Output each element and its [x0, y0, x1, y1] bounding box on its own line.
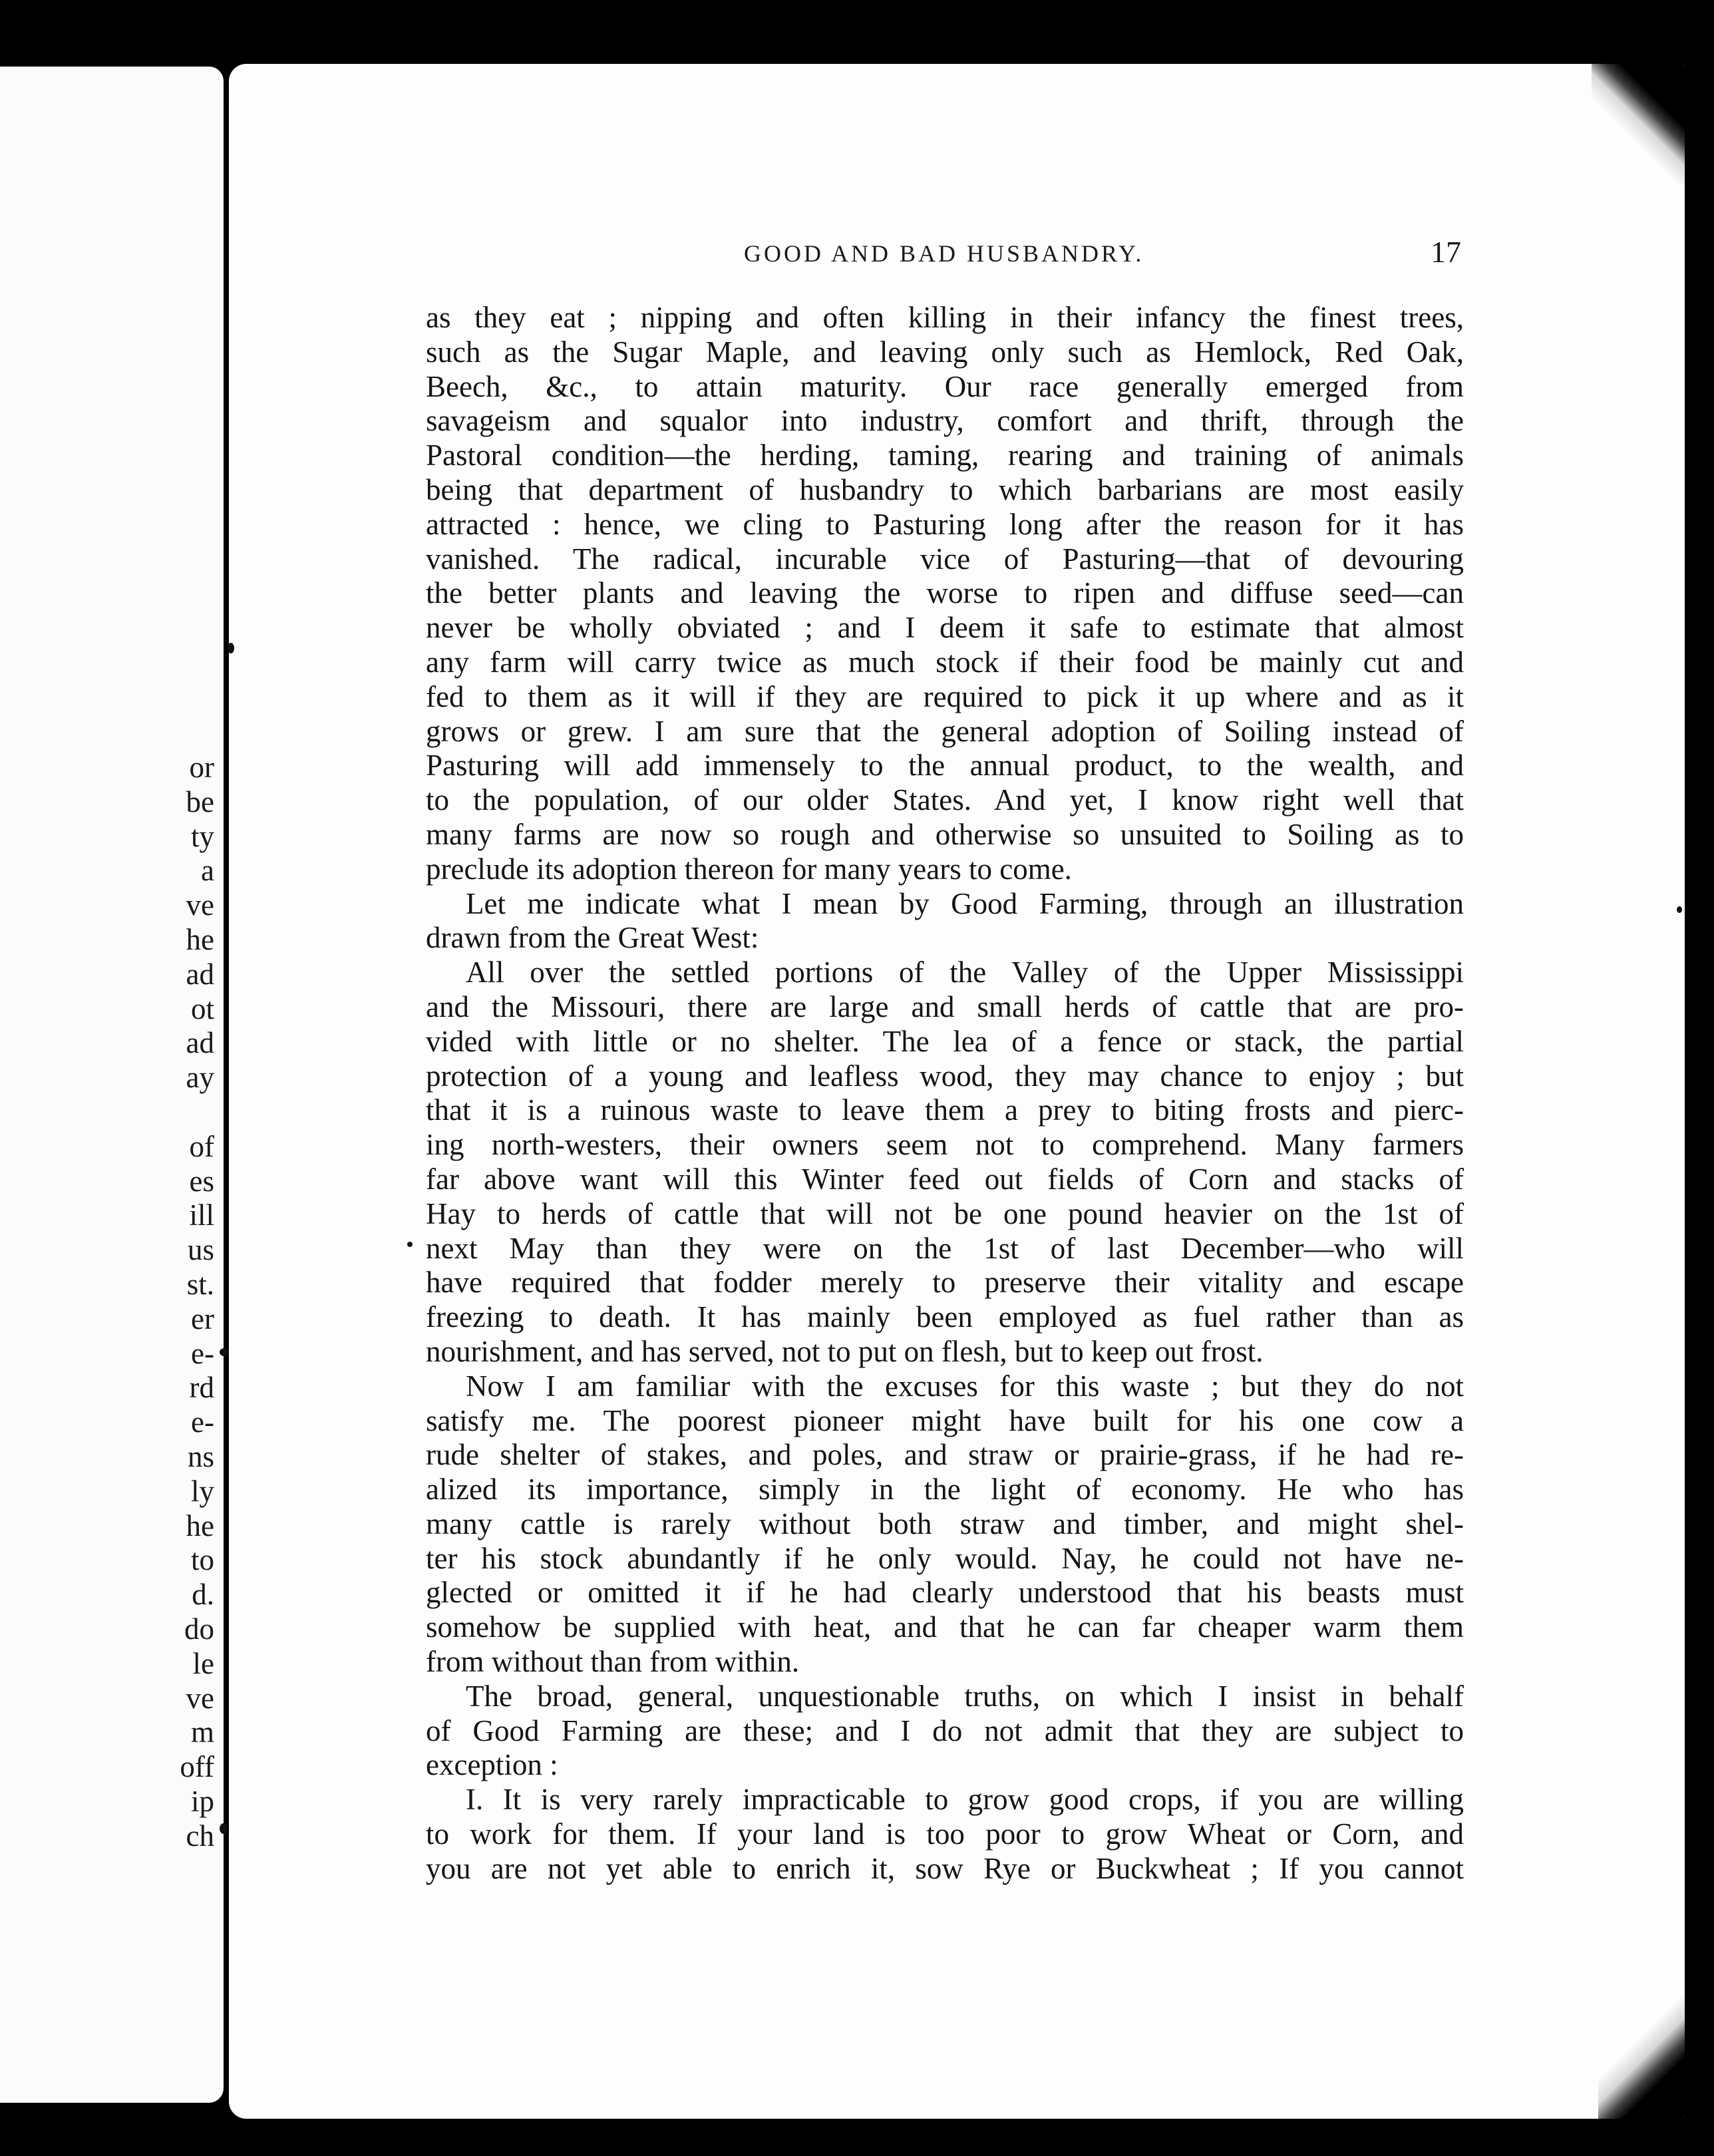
text-line: satisfy me. The poorest pioneer might have built for his one cow a [426, 1403, 1464, 1437]
left-page-fragment: ve [186, 1681, 214, 1715]
text-line: and the Missouri, there are large and small herds of cattle that are pro- [426, 989, 1464, 1023]
text-line: vanished. The radical, incurable vice of Pasturing—that of devouring [426, 542, 1464, 576]
facing-left-page [0, 67, 224, 2103]
margin-ink-mark [407, 1242, 413, 1247]
text-line: being that department of husbandry to which barbarians are most easily [426, 472, 1464, 506]
text-line: from without than from within. [426, 1645, 800, 1679]
text-line: Pasturing will add immensely to the annual product, to the wealth, and [426, 749, 1464, 783]
text-line: drawn from the Great West: [426, 921, 759, 955]
left-page-fragment: ill [189, 1198, 214, 1232]
left-page-fragment: e- [191, 1336, 214, 1370]
text-line: that it is a ruinous waste to leave them a prey to biting frosts and pierc- [426, 1093, 1464, 1127]
left-page-fragment: m [190, 1715, 214, 1749]
margin-ink-mark [220, 1823, 228, 1834]
left-page-fragment: st. [186, 1267, 214, 1301]
page-corner-curl-bottom [1598, 1986, 1685, 2119]
text-line: exception : [426, 1748, 558, 1782]
left-page-text-fragments [0, 751, 216, 1854]
page-number: 17 [1431, 235, 1461, 269]
left-page-fragment: us [187, 1233, 214, 1267]
text-line: such as the Sugar Maple, and leaving only such as Hemlock, Red Oak, [426, 335, 1464, 369]
text-line: Pastoral condition—the herding, taming, rearing and training of animals [426, 439, 1464, 472]
text-line: alized its importance, simply in the light of economy. He who has [426, 1473, 1464, 1507]
text-line: vided with little or no shelter. The lea of a fence or stack, the partial [426, 1024, 1464, 1058]
text-line: grows or grew. I am sure that the general adoption of Soiling instead of [426, 714, 1464, 748]
text-line: preclude its adoption thereon for many years to come. [426, 852, 1072, 886]
book-spine-shadow [225, 106, 227, 2036]
text-line: far above want will this Winter feed out fields of Corn and stacks of [426, 1162, 1464, 1196]
left-page-fragment: he [186, 1509, 214, 1542]
margin-ink-mark [220, 1348, 229, 1356]
text-line: Now I am familiar with the excuses for this waste ; but they do not [466, 1369, 1464, 1403]
text-line: you are not yet able to enrich it, sow Rye or Buckwheat ; If you cannot [426, 1851, 1464, 1885]
text-line: The broad, general, unquestionable truths, on which I insist in behalf [466, 1679, 1464, 1713]
text-line: attracted : hence, we cling to Pasturing long after the reason for it has [426, 507, 1464, 541]
running-head: GOOD AND BAD HUSBANDRY. [744, 240, 1144, 267]
left-page-fragment: ad [186, 957, 214, 991]
text-line: nourishment, and has served, not to put on flesh, but to keep out frost. [426, 1334, 1264, 1368]
left-page-fragment: or [189, 751, 214, 784]
left-page-fragment: ve [186, 888, 214, 922]
left-page-fragment: do [184, 1612, 214, 1646]
text-line: to the population, of our older States. And yet, I know right well that [426, 783, 1464, 817]
left-page-fragment: to [190, 1543, 214, 1577]
page-body-text [426, 301, 1464, 1886]
left-page-fragment: ch [186, 1819, 214, 1853]
left-page-fragment: a [201, 854, 214, 888]
left-page-fragment: le [192, 1646, 214, 1680]
page-corner-curl-top [1592, 64, 1685, 184]
text-line: Hay to herds of cattle that will not be one pound heavier on the 1st of [426, 1196, 1464, 1230]
text-line: have required that fodder merely to preserve their vitality and escape [426, 1266, 1464, 1300]
margin-ink-mark [228, 643, 234, 653]
text-line: the better plants and leaving the worse to ripen and diffuse seed—can [426, 576, 1464, 610]
text-line: freezing to death. It has mainly been employed as fuel rather than as [426, 1300, 1464, 1334]
text-line: many cattle is rarely without both straw and timber, and might shel- [426, 1507, 1464, 1540]
left-page-fragment: d. [192, 1578, 214, 1612]
left-page-fragment: ip [190, 1784, 214, 1818]
text-line: Beech, &c., to attain maturity. Our race generally emerged from [426, 369, 1464, 403]
text-line: rude shelter of stakes, and poles, and straw or prairie-grass, if he had re- [426, 1438, 1464, 1472]
left-page-fragment [0, 1095, 216, 1130]
left-page-fragment: es [189, 1164, 214, 1198]
text-line: All over the settled portions of the Valley of the Upper Mississippi [466, 956, 1464, 989]
left-page-fragment: ty [190, 819, 214, 853]
text-line: ing north-westers, their owners seem not to comprehend. Many farmers [426, 1128, 1464, 1162]
text-line: Let me indicate what I mean by Good Farming, through an illustration [466, 886, 1464, 920]
text-line: savageism and squalor into industry, comfort and thrift, through the [426, 404, 1464, 438]
text-line: fed to them as it will if they are required to pick it up where and as it [426, 679, 1464, 713]
text-line: any farm will carry twice as much stock if their food be mainly cut and [426, 645, 1464, 679]
left-page-fragment: off [180, 1750, 214, 1784]
left-page-fragment: ay [186, 1061, 214, 1095]
left-page-fragment: ad [186, 1026, 214, 1060]
left-page-fragment: ot [190, 991, 214, 1025]
text-line: never be wholly obviated ; and I deem it safe to estimate that almost [426, 611, 1464, 645]
text-line: as they eat ; nipping and often killing in their infancy the finest trees, [426, 301, 1464, 334]
text-line: somehow be supplied with heat, and that he can far cheaper warm them [426, 1610, 1464, 1644]
text-line: of Good Farming are these; and I do not admit that they are subject to [426, 1713, 1464, 1747]
left-page-fragment: er [191, 1302, 214, 1336]
text-line: next May than they were on the 1st of last December—who will [426, 1231, 1464, 1265]
left-page-fragment: ns [187, 1439, 214, 1473]
left-page-fragment: e- [191, 1405, 214, 1439]
left-page-fragment: be [186, 785, 214, 818]
text-line: many farms are now so rough and otherwise so unsuited to Soiling as to [426, 817, 1464, 851]
left-page-fragment: rd [189, 1371, 214, 1405]
text-line: glected or omitted it if he had clearly understood that his beasts must [426, 1576, 1464, 1610]
text-line: I. It is very rarely impracticable to grow good crops, if you are willing [466, 1783, 1464, 1817]
margin-ink-mark [1677, 906, 1682, 913]
left-page-fragment: of [189, 1129, 214, 1163]
text-line: to work for them. If your land is too poor to grow Wheat or Corn, and [426, 1817, 1464, 1851]
left-page-fragment: he [186, 922, 214, 956]
text-line: protection of a young and leafless wood, they may chance to enjoy ; but [426, 1059, 1464, 1093]
left-page-fragment: ly [190, 1474, 214, 1508]
text-line: ter his stock abundantly if he only would. Nay, he could not have ne- [426, 1541, 1464, 1575]
